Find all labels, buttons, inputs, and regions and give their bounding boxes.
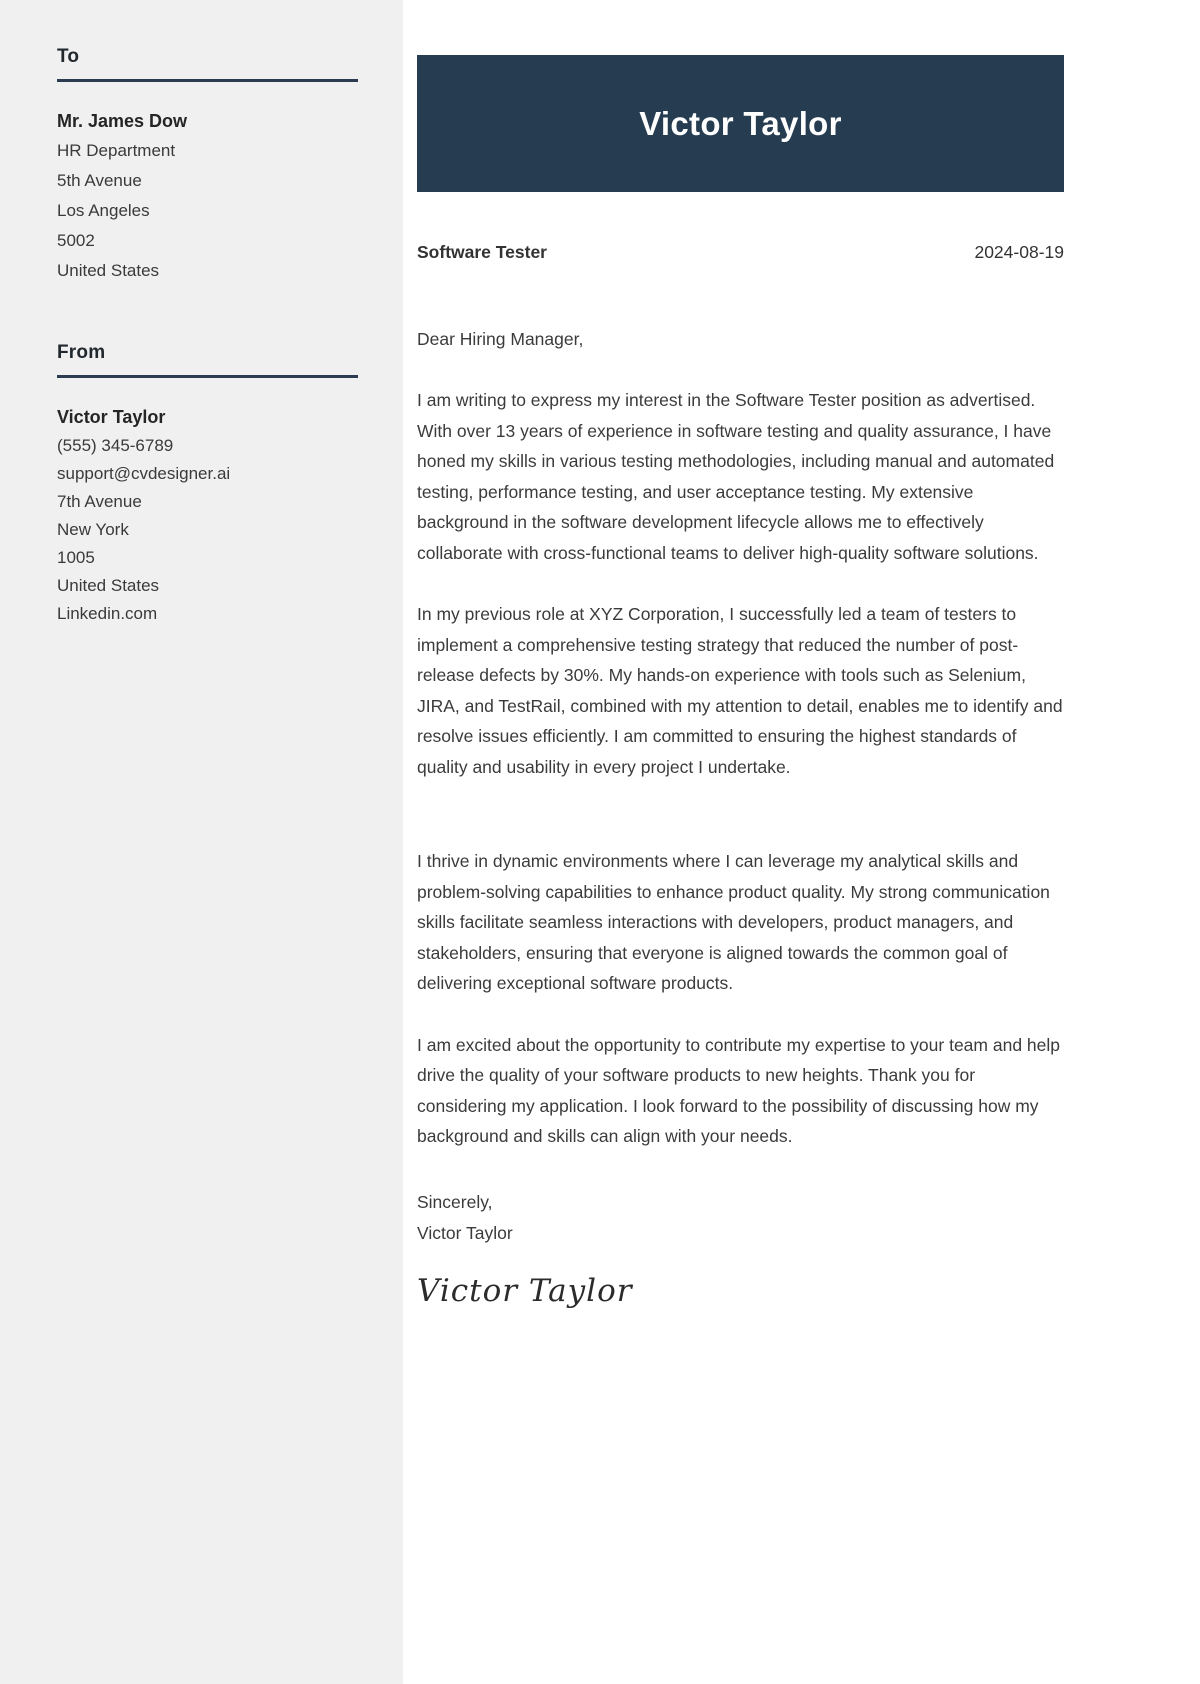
letter-paragraph: I am excited about the opportunity to contribute my expertise to your team and help drive the quality of your software products to new heights. Thank you for considering my application. I look forward to the possibility of discussing how my background and skills can align with your needs.	[417, 1034, 1061, 1146]
contact-sidebar	[0, 0, 403, 1684]
sender-zip: 1005	[57, 548, 95, 567]
closing-block	[417, 1187, 1064, 1249]
sender-email: support@cvdesigner.ai	[57, 464, 231, 483]
applicant-name-title: Victor Taylor	[639, 104, 842, 142]
letter-paragraph: In my previous role at XYZ Corporation, I successfully led a team of testers to implement a comprehensive testing strategy that reduced the number of post-release defects by 30%. My hands-on experience with tools such as Selenium, JIRA, and TestRail, combined with my attention to detail, enables me to identify and resolve issues efficiently. I am committed to ensuring the highest standards of quality and usability in every project I undertake.	[417, 604, 1063, 777]
handwritten-signature: Victor Taylor	[417, 1272, 633, 1309]
closing-word: Sincerely,	[417, 1191, 493, 1212]
sender-name: Victor Taylor	[57, 407, 166, 427]
to-divider	[57, 79, 358, 82]
sender-street: 7th Avenue	[57, 492, 142, 511]
to-label: To	[57, 46, 80, 67]
recipient-country: United States	[57, 261, 160, 280]
sender-linkedin: Linkedin.com	[57, 604, 158, 623]
recipient-name: Mr. James Dow	[57, 111, 188, 131]
letter-body-area	[417, 0, 1064, 1309]
letter-paragraph: I am writing to express my interest in the Software Tester position as advertised. With over 13 years of experience in software testing and quality assurance, I have honed my skills in various testing methodologies, including manual and automated testing, performance testing, and user acceptance testing. My extensive background in the software development lifecycle allows me to effectively collaborate with cross-functional teams to deliver high-quality software solutions.	[417, 390, 1055, 563]
recipient-street: 5th Avenue	[57, 171, 142, 190]
job-title: Software Tester	[417, 242, 547, 262]
sender-country: United States	[57, 576, 160, 595]
letter-paragraph: I thrive in dynamic environments where I can leverage my analytical skills and problem-solving capabilities to enhance product quality. My strong communication skills facilitate seamless interactions with developers, product managers, and stakeholders, ensuring that everyone is aligned towards the common goal of delivering exceptional software products.	[417, 851, 1050, 993]
salutation: Dear Hiring Manager,	[417, 329, 584, 349]
sender-phone: (555) 345-6789	[57, 436, 174, 455]
letter-date: 2024-08-19	[974, 242, 1064, 262]
signer-name: Victor Taylor	[417, 1222, 513, 1243]
from-divider	[57, 375, 358, 378]
recipient-zip: 5002	[57, 231, 95, 250]
sender-city: New York	[57, 520, 129, 539]
recipient-city: Los Angeles	[57, 201, 150, 220]
meta-row	[417, 242, 1064, 263]
name-banner	[417, 55, 1064, 192]
from-label: From	[57, 342, 106, 363]
recipient-section	[57, 46, 358, 286]
recipient-department: HR Department	[57, 141, 176, 160]
sender-section	[57, 342, 358, 628]
